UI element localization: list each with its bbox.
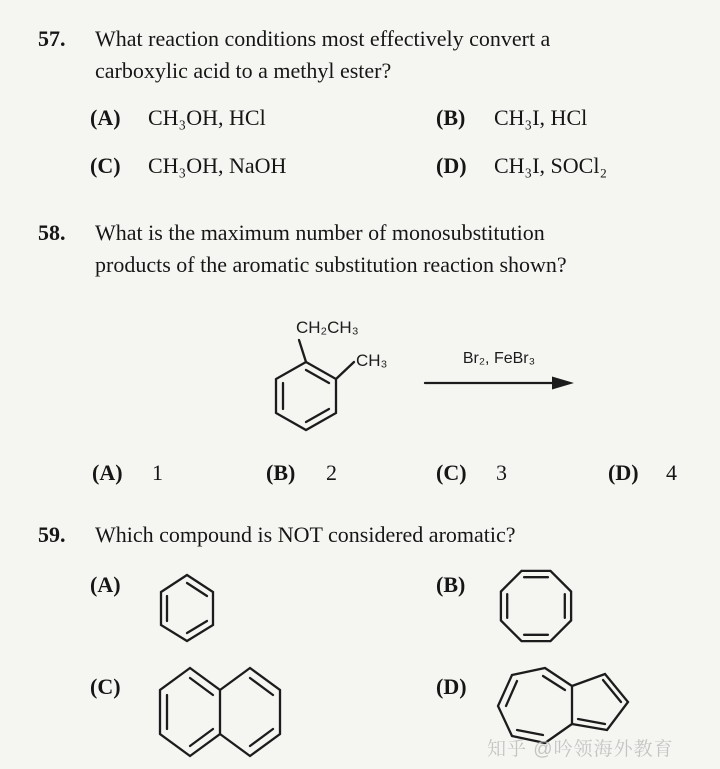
q57-option-c-letter: (C) bbox=[90, 153, 121, 178]
q59-option-b-letter: (B) bbox=[436, 572, 466, 597]
reaction-scheme-drawing bbox=[240, 300, 600, 448]
reaction-arrowhead-icon bbox=[552, 377, 574, 390]
q58-option-a-letter: (A) bbox=[92, 460, 123, 485]
double-bond bbox=[190, 678, 213, 695]
q58-option-b-text: 2 bbox=[326, 460, 337, 485]
left-ring bbox=[160, 668, 220, 756]
q57-option-d-letter: (D) bbox=[436, 153, 467, 178]
question-57-text-line2: carboxylic acid to a methyl ester? bbox=[95, 58, 392, 83]
q58-option-d-text: 4 bbox=[666, 460, 677, 485]
seven-membered-ring bbox=[498, 668, 572, 743]
question-58-text-line2: products of the aromatic substitution reaction shown? bbox=[95, 252, 567, 277]
q57-option-a-text: CH₃OH, HCl bbox=[148, 105, 266, 130]
q57-option-b-text: CH₃I, HCl bbox=[494, 105, 588, 130]
q58-option-b-letter: (B) bbox=[266, 460, 296, 485]
right-ring bbox=[220, 668, 280, 756]
benzene-ring-q58 bbox=[276, 362, 336, 430]
bond-methyl bbox=[336, 362, 354, 379]
q57-option-c-text: CH₃OH, NaOH bbox=[148, 153, 287, 178]
naphthalene-structure bbox=[158, 664, 284, 760]
benzene-ring bbox=[161, 575, 213, 641]
question-58-number: 58. bbox=[38, 220, 66, 245]
q59-option-a-letter: (A) bbox=[90, 572, 121, 597]
q59-option-d-letter: (D) bbox=[436, 674, 467, 699]
question-59-number: 59. bbox=[38, 522, 66, 547]
question-58-text-line1: What is the maximum number of monosubstitution bbox=[95, 220, 545, 245]
q58-option-c-letter: (C) bbox=[436, 460, 467, 485]
methyl-substituent-label: CH₃ bbox=[356, 351, 388, 370]
q58-option-a-text: 1 bbox=[152, 460, 163, 485]
question-59-text-line1: Which compound is NOT considered aromatic? bbox=[95, 522, 516, 547]
q58-option-d-letter: (D) bbox=[608, 460, 639, 485]
benzene-structure bbox=[155, 562, 225, 654]
cyclooctatetraene-structure bbox=[496, 562, 578, 650]
octagon-ring bbox=[501, 571, 571, 641]
double-bond bbox=[250, 678, 273, 695]
q59-option-c-letter: (C) bbox=[90, 674, 121, 699]
ethyl-substituent-label: CH₂CH₃ bbox=[296, 318, 359, 337]
q57-option-b-letter: (B) bbox=[436, 105, 466, 130]
reagent-label: Br₂, FeBr₃ bbox=[462, 350, 536, 367]
q57-option-a-letter: (A) bbox=[90, 105, 121, 130]
double-bond bbox=[250, 729, 273, 746]
question-57-text-line1: What reaction conditions most effectively convert a bbox=[95, 26, 551, 51]
question-57-number: 57. bbox=[38, 26, 66, 51]
q57-option-d-text: CH₃I, SOCl₂ bbox=[494, 153, 608, 178]
watermark: 知乎 @吟领海外教育 bbox=[487, 739, 674, 760]
bond-ethyl bbox=[299, 340, 306, 362]
double-bond bbox=[578, 719, 605, 724]
double-bond bbox=[190, 729, 213, 746]
q58-option-c-text: 3 bbox=[496, 460, 507, 485]
